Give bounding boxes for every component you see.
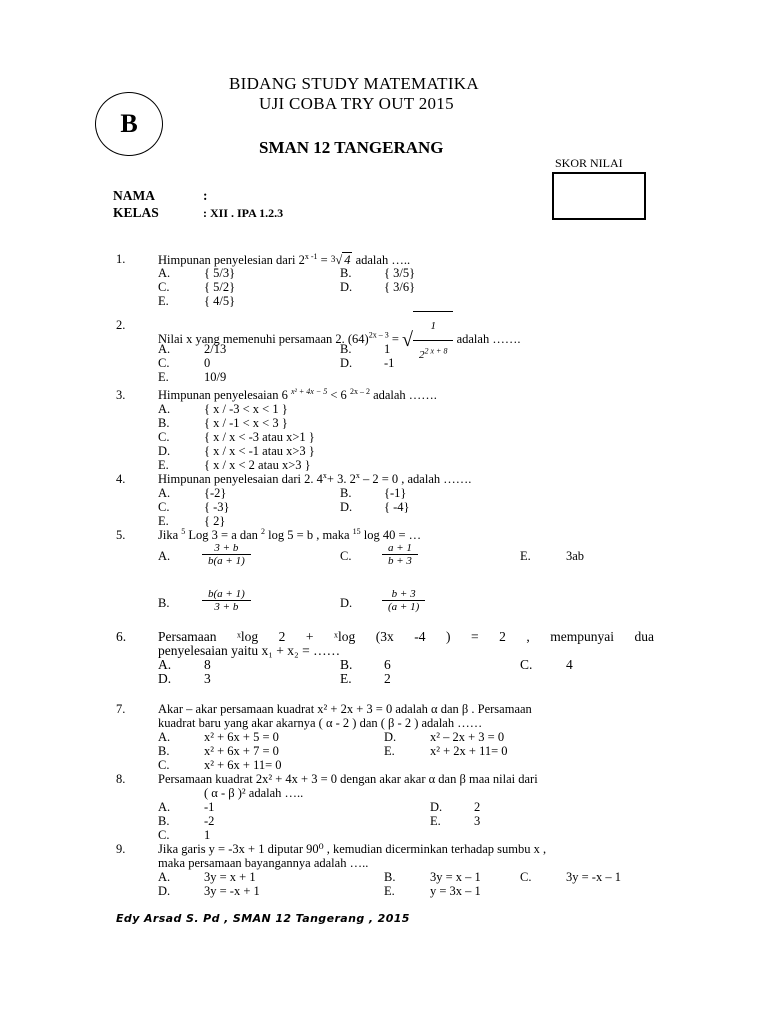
- q8-option-d[interactable]: 2: [474, 800, 481, 814]
- q9-label-d: D.: [158, 884, 171, 898]
- q7-stem-line2: kuadrat baru yang akar akarnya ( α - 2 ) dan ( β - 2 ) adalah ……: [158, 716, 483, 730]
- q3-option-c[interactable]: { x / x < -3 atau x>1 }: [204, 430, 315, 444]
- q3-label-a: A.: [158, 402, 171, 416]
- q9-stem-line2: maka persamaan bayangannya adalah …..: [158, 856, 369, 870]
- q5-label-b: B.: [158, 596, 170, 610]
- q7-label-d: D.: [384, 730, 397, 744]
- q2-number: 2.: [116, 318, 126, 332]
- q8-stem-line1: Persamaan kuadrat 2x² + 4x + 3 = 0 dengan akar akar α dan β maa nilai dari: [158, 772, 538, 786]
- q7-option-a[interactable]: x² + 6x + 5 = 0: [204, 730, 279, 744]
- q6-option-a[interactable]: 8: [204, 657, 211, 672]
- q4-label-a: A.: [158, 486, 171, 500]
- q6-label-d: D.: [158, 671, 172, 686]
- q4-stem: Himpunan penyelesaian dari 2. $4^x+ 3$. 2$^x$ – 2 = 0 , adalah …….: [158, 470, 472, 486]
- q7-option-c[interactable]: x² + 6x + 11= 0: [204, 758, 282, 772]
- q4-number: 4.: [116, 472, 126, 486]
- q2-stem: Nilai x yang memenuhi persamaan 2. $(64)^{2x - 3}$ = √ $\frac{1}{2^{2 x + 8}}$ adalah …….: [158, 311, 520, 369]
- q1-option-e[interactable]: { 4/5}: [204, 294, 236, 308]
- q8-label-b: B.: [158, 814, 170, 828]
- q6-stem-line2: penyelesaian yaitu x₁ + x₂ = ……: [158, 643, 341, 658]
- q8-option-c[interactable]: 1: [204, 828, 211, 842]
- q5-option-d[interactable]: $\frac{b + 3}{(a + 1)}$: [382, 588, 425, 613]
- q3-label-e: E.: [158, 458, 169, 472]
- q1-option-b[interactable]: { 3/5}: [384, 266, 416, 280]
- q7-label-e: E.: [384, 744, 395, 758]
- q3-label-b: B.: [158, 416, 170, 430]
- q9-label-b: B.: [384, 870, 396, 884]
- q1-label-c: C.: [158, 280, 170, 294]
- q5-option-e[interactable]: 3ab: [566, 549, 585, 563]
- q3-stem: Himpunan penyelesaian 6 $^{x^2 + 4x - 5}$ < 6 $^{2x - 2}$ adalah …….: [158, 386, 437, 402]
- q1-label-e: E.: [158, 294, 169, 308]
- kelas-label: KELAS: [113, 205, 159, 220]
- q1-number: 1.: [116, 252, 126, 266]
- q7-number: 7.: [116, 702, 126, 716]
- kelas-value: : XII . IPA 1.2.3: [203, 206, 284, 220]
- q9-label-e: E.: [384, 884, 395, 898]
- q1-stem: Himpunan penyelesian dari $2^{x -1} = ^3√$ 4 adalah …..: [158, 251, 411, 267]
- q5-number: 5.: [116, 528, 126, 542]
- footer-credit: Edy Arsad S. Pd , SMAN 12 Tangerang , 2015: [116, 912, 410, 925]
- nama-label: NAMA: [113, 188, 155, 203]
- q8-option-e[interactable]: 3: [474, 814, 481, 828]
- q9-label-c: C.: [520, 870, 532, 884]
- q3-number: 3.: [116, 388, 126, 402]
- q3-label-d: D.: [158, 444, 171, 458]
- q4-label-b: B.: [340, 486, 352, 500]
- q9-stem-line1: Jika garis y = -3x + 1 diputar 90⁰ , kemudian dicerminkan terhadap sumbu x ,: [158, 842, 547, 856]
- q7-label-a: A.: [158, 730, 171, 744]
- q8-label-c: C.: [158, 828, 170, 842]
- q9-option-d[interactable]: 3y = -x + 1: [204, 884, 260, 898]
- q2-option-d[interactable]: -1: [384, 356, 395, 370]
- q4-label-d: D.: [340, 500, 353, 514]
- q3-option-d[interactable]: { x / x < -1 atau x>3 }: [204, 444, 315, 458]
- q4-option-c[interactable]: { -3}: [204, 500, 230, 514]
- skor-label: SKOR NILAI: [555, 156, 623, 170]
- q6-label-b: B.: [340, 657, 353, 672]
- q2-label-b: B.: [340, 342, 352, 356]
- q8-option-b[interactable]: -2: [204, 814, 215, 828]
- q8-stem-line2: ( α - β )² adalah …..: [204, 786, 304, 800]
- q9-option-e[interactable]: y = 3x – 1: [430, 884, 481, 898]
- q7-label-c: C.: [158, 758, 170, 772]
- packet-badge: [95, 92, 163, 156]
- q2-option-a[interactable]: 2/13: [204, 342, 227, 356]
- q8-label-a: A.: [158, 800, 171, 814]
- skor-box: [552, 172, 646, 220]
- q7-label-b: B.: [158, 744, 170, 758]
- q8-label-e: E.: [430, 814, 441, 828]
- q6-label-a: A.: [158, 657, 172, 672]
- q1-option-a[interactable]: { 5/3}: [204, 266, 236, 280]
- q3-option-a[interactable]: { x / -3 < x < 1 }: [204, 402, 288, 416]
- q4-option-a[interactable]: {-2}: [204, 486, 227, 500]
- q1-label-b: B.: [340, 266, 352, 280]
- q2-label-a: A.: [158, 342, 171, 356]
- q3-option-b[interactable]: { x / -1 < x < 3 }: [204, 416, 288, 430]
- q6-stem-line1: Persamaan ˣlog 2 + ˣlog (3x -4 ) = 2 , mempunyai dua: [158, 629, 654, 644]
- q8-label-d: D.: [430, 800, 443, 814]
- q1-option-d[interactable]: { 3/6}: [384, 280, 416, 294]
- q5-label-c: C.: [340, 549, 352, 563]
- q9-option-a[interactable]: 3y = x + 1: [204, 870, 256, 884]
- q8-number: 8.: [116, 772, 126, 786]
- q2-option-b[interactable]: 1: [384, 342, 391, 356]
- q5-label-d: D.: [340, 596, 353, 610]
- q6-option-b[interactable]: 6: [384, 657, 391, 672]
- q6-number: 6.: [116, 629, 127, 644]
- header-exam: UJI COBA TRY OUT 2015: [259, 94, 454, 113]
- q3-option-e[interactable]: { x / x < 2 atau x>3 }: [204, 458, 311, 472]
- q9-option-c[interactable]: 3y = -x – 1: [566, 870, 621, 884]
- q2-label-e: E.: [158, 370, 169, 384]
- nama-value: :: [203, 188, 208, 203]
- q5-option-a[interactable]: $\frac{3 + b}{b(a + 1)}$: [202, 542, 251, 567]
- q5-stem: Jika $^5$ Log 3 = a dan $^2$ log 5 = b , maka $^{15}$ log 40 = …: [158, 526, 422, 542]
- q7-stem-line1: Akar – akar persamaan kuadrat x² + 2x + 3 = 0 adalah α dan β . Persamaan: [158, 702, 532, 716]
- q3-label-c: C.: [158, 430, 170, 444]
- q1-label-d: D.: [340, 280, 353, 294]
- q6-label-c: C.: [520, 657, 533, 672]
- q8-option-a[interactable]: -1: [204, 800, 215, 814]
- q4-label-c: C.: [158, 500, 170, 514]
- q4-option-d[interactable]: { -4}: [384, 500, 410, 514]
- q5-option-c[interactable]: $\frac{a + 1}{b + 3}$: [382, 542, 418, 567]
- q6-option-c[interactable]: 4: [566, 657, 573, 672]
- q5-option-b[interactable]: $\frac{b(a + 1)}{3 + b}$: [202, 588, 251, 613]
- q1-label-a: A.: [158, 266, 171, 280]
- q4-option-b[interactable]: {-1}: [384, 486, 407, 500]
- packet-letter: B: [120, 109, 138, 138]
- header-subject: BIDANG STUDY MATEMATIKA: [229, 74, 479, 93]
- q2-option-c[interactable]: 0: [204, 356, 211, 370]
- q2-label-c: C.: [158, 356, 170, 370]
- q4-label-e: E.: [158, 514, 169, 528]
- q7-option-d[interactable]: x² – 2x + 3 = 0: [430, 730, 505, 744]
- q9-label-a: A.: [158, 870, 171, 884]
- q6-label-e: E.: [340, 671, 352, 686]
- q6-option-e[interactable]: 2: [384, 671, 391, 686]
- q6-option-d[interactable]: 3: [204, 671, 211, 686]
- header-school: SMAN 12 TANGERANG: [259, 138, 444, 157]
- q5-label-a: A.: [158, 549, 171, 563]
- q5-label-e: E.: [520, 549, 531, 563]
- q7-option-b[interactable]: x² + 6x + 7 = 0: [204, 744, 279, 758]
- q9-number: 9.: [116, 842, 126, 856]
- q2-option-e[interactable]: 10/9: [204, 370, 227, 384]
- q9-option-b[interactable]: 3y = x – 1: [430, 870, 481, 884]
- q1-option-c[interactable]: { 5/2}: [204, 280, 236, 294]
- q7-option-e[interactable]: x² + 2x + 11= 0: [430, 744, 508, 758]
- q4-option-e[interactable]: { 2}: [204, 514, 226, 528]
- q2-label-d: D.: [340, 356, 353, 370]
